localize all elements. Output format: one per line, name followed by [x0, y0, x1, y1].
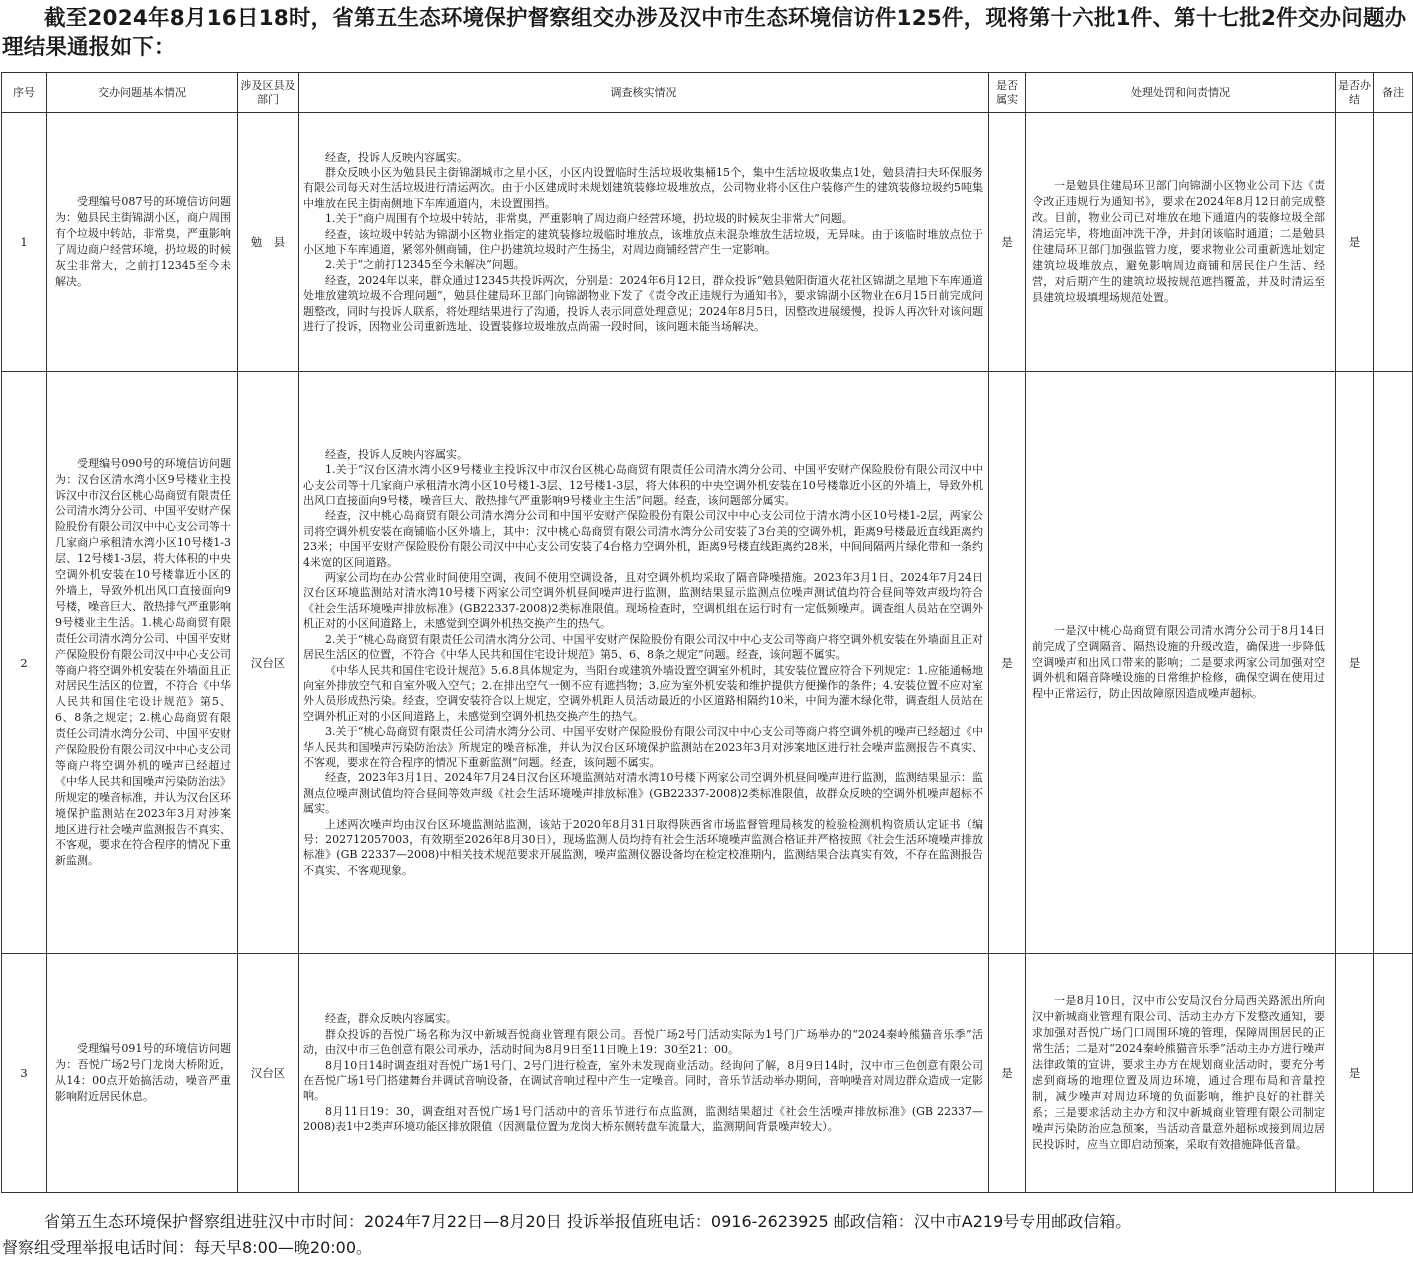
- row-investigation: [299, 372, 989, 954]
- investigation-paragraph: 1.关于“汉台区清水湾小区9号楼业主投诉汉中市汉台区桃心岛商贸有限责任公司清水湾分公司、中国平安财产保险股份有限公司汉中中心支公司等十几家商户承租清水湾小区10号楼1-3层、12号楼1-3层，将大体积的中央空调外机安装在10号楼靠近小区的外墙上，导致外机出风口直接面向9号楼，噪音巨大、散热排气严重影响9号楼业主生活”问题。经查，该问题部分属实。: [303, 463, 983, 508]
- row-handling: [1026, 954, 1336, 1193]
- footer-hours: 督察组受理举报电话时间：每天早8:00—晚20:00。: [2, 1238, 373, 1257]
- header-seq: 序号: [2, 73, 47, 113]
- footer-period: 省第五生态环境保护督察组进驻汉中市时间：2024年7月22日—8月20日: [44, 1212, 562, 1231]
- investigation-paragraph: 3.关于“桃心岛商贸有限责任公司清水湾分公司、中国平安财产保险股份有限公司汉中中心支公司等商户将空调外机的噪声已经超过《中华人民共和国噪声污染防治法》所规定的噪音标准，并认为汉台区环境保护监测站在2023年3月对涉案地区进行社会噪声监测报告不真实、不客观，要求在符合程序的情况下重新监测”问题。经查，该问题不属实。: [303, 725, 983, 769]
- table-header-row: [2, 73, 1413, 113]
- investigation-paragraph: 经查，投诉人反映内容属实。: [325, 447, 468, 461]
- footer-notice: [2, 1209, 1413, 1261]
- investigation-paragraph: 两家公司均在办公营业时间使用空调，夜间不使用空调设备，且对空调外机均采取了隔音降噪措施。2023年3月1日、2024年7月24日汉台区环境监测站对清水湾10号楼下两家公司空调外机昼间噪声进行监测，监测结果显示监测点位噪声测试值均符合昼间等效声级均符合《社会生活环境噪声排放标准》(GB22337-2008)2类标准限值。现场检查时，空调机组在运行时有一定低频噪声。调查组人员站在空调外机正对的小区间道路上，未感觉到空调外机热交换产生的热气。: [303, 571, 983, 631]
- row-seq: 1: [2, 113, 47, 372]
- row-investigation: [299, 113, 989, 372]
- footer-hotline: 投诉举报值班电话：0916-2623925: [566, 1212, 829, 1231]
- investigation-paragraph: 经查，2024年以来，群众通过12345共投诉两次，分别是：2024年6月12日，群众投诉“勉县勉阳街道火花社区锦湖之星地下车库通道处堆放建筑垃圾不合理问题”，勉县住建局环卫部门向锦湖物业下发了《责令改正违规行为通知书》，要求锦湖小区物业在6月15日前完成问题整改，同时与投诉人联系，将处理结果进行了沟通，投诉人表示同意处理意见；2024年8月5日，因整改进展缓慢，投诉人再次针对该问题进行了投诉，因物业公司重新选址、设置装修垃圾堆放点尚需一段时间，该问题未能当场解决。: [303, 273, 983, 334]
- handling-paragraph: 一是勉县住建局环卫部门向锦湖小区物业公司下达《责令改正违规行为通知书》，要求在2024年8月12日前完成整改。目前，物业公司已对堆放在地下通道内的装修垃圾全部清运完毕，将地面冲洗干净，并封闭该临时通道；二是勉县住建局环卫部门加强监管力度，要求物业公司重新选址划定建筑垃圾堆放点，避免影响周边商铺和居民住户生活、经营，对后期产生的建筑垃圾按规范遮挡覆盖，并及时清运至县建筑垃圾填埋场规范处置。: [1032, 179, 1325, 304]
- handling-paragraph: 一是汉中桃心岛商贸有限公司清水湾分公司于8月14日前完成了空调隔音、隔热设施的升级改造，确保进一步降低空调噪声和出风口带来的影响；二是要求两家公司加强对空调外机和隔音降噪设施的日常维护检修，确保空调在使用过程中正常运行，防止因故障原因造成噪声超标。: [1032, 623, 1325, 701]
- row-basic-info: 受理编号091号的环境信访问题为：吾悦广场2号门龙岗大桥附近，从14：00点开始搞活动，噪音严重影响附近居民休息。: [47, 954, 238, 1193]
- intro-paragraph: 截至2024年8月16日18时，省第五生态环境保护督察组交办涉及汉中市生态环境信访件125件，现将第十六批1件、第十七批2件交办问题办理结果通报如下：: [2, 6, 1407, 60]
- row-is-done: 是: [1336, 954, 1374, 1193]
- investigation-paragraph: 经查，群众反映内容属实。: [325, 1012, 457, 1026]
- row-note: [1374, 113, 1413, 372]
- row-is-fact: 是: [989, 954, 1026, 1193]
- investigation-paragraph: 《中华人民共和国住宅设计规范》5.6.8具体规定为，当阳台或建筑外墙设置空调室外机时，其安装位置应符合下列规定：1.应能通畅地向室外排放空气和自室外吸入空气；2.在排出空气一侧不应有遮挡物；3.应为室外机安装和维护提供方便操作的条件；4.安装位置不应对室外人员形成热污染。经查，空调安装符合以上规定，空调外机距人员活动最近的小区道路相隔约10米，中间为灌木绿化带，调查组人员站在空调外机正对的小区间道路上，未感觉到空调外机热交换产生的热气。: [303, 663, 983, 723]
- header-note: 备注: [1374, 73, 1413, 113]
- footer-mailbox: 邮政信箱：汉中市A219号专用邮政信箱。: [833, 1212, 1132, 1231]
- table-row: [2, 113, 1413, 372]
- header-handling: 处理处罚和问责情况: [1026, 73, 1336, 113]
- investigation-paragraph: 上述两次噪声均由汉台区环境监测站监测，该站于2020年8月31日取得陕西省市场监督管理局核发的检验检测机构资质认定证书（编号：202712057003，有效期至2026年8月30日），现场监测人员均持有社会生活环境噪声监测合格证并严格按照《社会生活环境噪声排放标准》(GB 22337—2008)中相关技术规范要求开展监测，噪声监测仪器设备均在检定校准期内，监测结果合法真实有效，不存在监测报告不真实、不客观现象。: [303, 817, 983, 877]
- table-row: [2, 954, 1413, 1193]
- header-is-fact: 是否属实: [989, 73, 1026, 113]
- investigation-paragraph: 经查，投诉人反映内容属实。: [325, 150, 468, 164]
- row-handling: [1026, 113, 1336, 372]
- row-is-done: 是: [1336, 372, 1374, 954]
- investigation-paragraph: 2.关于“之前打12345至今未解决”问题。: [325, 258, 525, 272]
- investigation-paragraph: 经查，该垃圾中转站为锦湖小区物业指定的建筑装修垃圾临时堆放点，该堆放点未混杂堆放生活垃圾，无异味。由于该临时堆放点位于小区地下车库通道，紧邻外侧商铺，住户扔建筑垃圾时产生扬尘，对周边商铺经营产生一定影响。: [303, 227, 983, 256]
- row-is-fact: 是: [989, 372, 1026, 954]
- handling-paragraph: 一是8月10日，汉中市公安局汉台分局西关路派出所向汉中新城商业管理有限公司、活动主办方下发整改通知，要求加强对吾悦广场门口周围环境的管理，保障周围居民的正常生活；二是对“2024秦岭熊猫音乐季”活动主办方进行噪声法律政策的宣讲，要求主办方在规划商业活动时，要充分考虑到商场的地理位置及周边环境，通过合理布局和音量控制，减少噪声对周边环境的负面影响，维护良好的社群关系；三是要求活动主办方和汉中新城商业管理有限公司制定噪声污染防治应急预案，当活动音量意外超标或接到周边居民投诉时，应当立即启动预案，采取有效措施降低音量。: [1032, 994, 1325, 1151]
- row-is-fact: 是: [989, 113, 1026, 372]
- row-basic-info: 受理编号087号的环境信访问题为：勉县民主街锦湖小区，商户周围有个垃圾中转站，非常臭，严重影响了周边商户经营环境，扔垃圾的时候灰尘非常大，之前打12345至今未解决。: [47, 113, 238, 372]
- investigation-paragraph: 群众反映小区为勉县民主街锦湖城市之星小区，小区内设置临时生活垃圾收集桶15个，集中生活垃圾收集点1处，勉县清扫夫环保服务有限公司每天对生活垃圾进行清运两次。由于小区建成时未规划建筑装修垃圾堆放点，公司物业将小区住户装修产生的建筑装修垃圾约5吨集中堆放在民主街南侧地下车库通道内，未设置围挡。: [303, 165, 983, 210]
- row-note: [1374, 954, 1413, 1193]
- row-dept: 汉台区: [238, 372, 299, 954]
- investigation-paragraph: 8月11日19：30，调查组对吾悦广场1号门活动中的音乐节进行布点监测，监测结果超过《社会生活噪声排放标准》(GB 22337—2008)表1中2类声环境功能区排放限值（因测量位置为龙岗大桥东侧转盘车流量大，监测期间背景噪声较大）。: [303, 1104, 983, 1134]
- header-is-done: 是否办结: [1336, 73, 1374, 113]
- table-row: [2, 372, 1413, 954]
- investigation-paragraph: 8月10日14时调查组对吾悦广场1号门、2号门进行检查，室外未发现商业活动。经询问了解，8月9日14时，汉中市三色创意有限公司在吾悦广场1号门搭建舞台并调试音响设备，在调试音响过程中产生一定噪音。同时，音乐节活动举办期间，音响噪音对周边群众造成一定影响。: [303, 1058, 983, 1103]
- header-investigation: 调查核实情况: [299, 73, 989, 113]
- results-table: [1, 72, 1413, 1193]
- row-seq: 2: [2, 372, 47, 954]
- investigation-paragraph: 1.关于“商户周围有个垃圾中转站，非常臭，严重影响了周边商户经营环境，扔垃圾的时候灰尘非常大”问题。: [325, 212, 853, 226]
- header-basic: 交办问题基本情况: [47, 73, 238, 113]
- row-basic-info: 受理编号090号的环境信访问题为：汉台区清水湾小区9号楼业主投诉汉中市汉台区桃心岛商贸有限责任公司清水湾分公司、中国平安财产保险股份有限公司汉中中心支公司等十几家商户承租清水湾小区10号楼1-3层、12号楼1-3层，将大体积的中央空调外机安装在10号楼靠近小区的外墙上，导致外机出风口直接面向9号楼，噪音巨大、散热排气严重影响9号楼业主生活。1.桃心岛商贸有限责任公司清水湾分公司、中国平安财产保险股份有限公司汉中中心支公司等商户将空调外机安装在外墙面且正对居民生活区的位置，不符合《中华人民共和国住宅设计规范》第5、6、8条之规定；2.桃心岛商贸有限责任公司清水湾分公司、中国平安财产保险股份有限公司汉中中心支公司等商户将空调外机的噪声已经超过《中华人民共和国噪声污染防治法》所规定的噪音标准，并认为汉台区环境保护监测站在2023年3月对涉案地区进行社会噪声监测报告不真实、不客观，要求在符合程序的情况下重新监测。: [47, 372, 238, 954]
- investigation-paragraph: 经查，汉中桃心岛商贸有限公司清水湾分公司和中国平安财产保险股份有限公司汉中中心支公司位于清水湾小区10号楼1-2层，两家公司将空调外机安装在商铺临小区外墙上，其中：汉中桃心岛商贸有限公司清水湾分公司安装了3台美的空调外机，距离9号楼最近直线距离约23米；中国平安财产保险股份有限公司汉中中心支公司安装了4台格力空调外机，距离9号楼直线距离约28米，中间间隔两片绿化带和一条约4米宽的区间道路。: [303, 509, 983, 569]
- row-is-done: 是: [1336, 113, 1374, 372]
- row-handling: [1026, 372, 1336, 954]
- investigation-paragraph: 2.关于“桃心岛商贸有限责任公司清水湾分公司、中国平安财产保险股份有限公司汉中中心支公司等商户将空调外机安装在外墙面且正对居民生活区的位置，不符合《中华人民共和国住宅设计规范》第5、6、8条之规定”问题。经查，该问题不属实。: [303, 632, 983, 662]
- row-dept: 汉台区: [238, 954, 299, 1193]
- row-dept: 勉 县: [238, 113, 299, 372]
- row-note: [1374, 372, 1413, 954]
- row-seq: 3: [2, 954, 47, 1193]
- investigation-paragraph: 群众投诉的吾悦广场名称为汉中新城吾悦商业管理有限公司。吾悦广场2号门活动实际为1号门广场举办的“2024秦岭熊猫音乐季”活动，由汉中市三色创意有限公司承办，活动时间为8月9日至11日晚上19：30至21：00。: [303, 1027, 983, 1057]
- row-investigation: [299, 954, 989, 1193]
- header-dept: 涉及区县及部门: [238, 73, 299, 113]
- investigation-paragraph: 经查，2023年3月1日、2024年7月24日汉台区环境监测站对清水湾10号楼下两家公司空调外机昼间噪声进行监测，监测结果显示：监测点位噪声测试值均符合昼间等效声级《社会生活环境噪声排放标准》(GB22337-2008)2类标准限值，故群众反映的空调外机噪声超标不属实。: [303, 771, 983, 816]
